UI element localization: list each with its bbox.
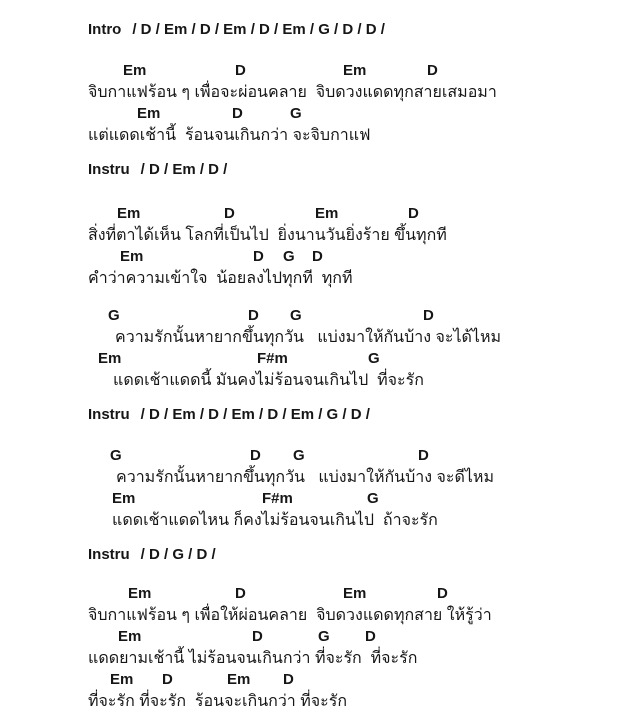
chord: D — [248, 307, 259, 324]
chord-progression: / D / Em / D / — [140, 161, 228, 178]
lyric-line: ที่จะรัก ที่จะรัก ร้อนจะเกินกว่า ที่จะรัก — [88, 692, 348, 710]
chord: G — [290, 307, 302, 324]
section-label: Instru — [88, 161, 130, 178]
section-heading-instru-2 — [88, 405, 620, 425]
chord: D — [232, 105, 243, 122]
chord: D — [162, 671, 173, 688]
chord: D — [252, 628, 263, 645]
chord: D — [427, 62, 438, 79]
chord: D — [235, 62, 246, 79]
chord-line — [88, 60, 620, 82]
chord: Em — [110, 671, 134, 688]
chord: G — [283, 248, 295, 265]
chord-line — [88, 669, 620, 691]
chord: D — [408, 205, 419, 222]
chord-line — [88, 305, 620, 327]
chord: Em — [112, 490, 136, 507]
chord-line — [88, 246, 620, 268]
stanza-outro — [88, 583, 620, 712]
chord: Em — [118, 628, 142, 645]
chord: G — [367, 490, 379, 507]
lyric-line: ความรักนั้นหายากขึ้นทุกวัน แบ่งมาให้กันบ้าง จะได้ไหม — [115, 328, 502, 346]
section-heading-instru-3 — [88, 545, 620, 565]
chord: Em — [128, 585, 152, 602]
lyric-line: จิบกาแฟร้อน ๆ เพื่อให้ผ่อนคลาย จิบดวงแดดทุกสาย ให้รู้ว่า — [88, 606, 492, 624]
chord: Em — [227, 671, 251, 688]
section-label: Instru — [88, 546, 130, 563]
lyric-line: จิบกาแฟร้อน ๆ เพื่อจะผ่อนคลาย จิบดวงแดดทุกสายเสมอมา — [88, 83, 497, 101]
chord: F#m — [257, 350, 288, 367]
lyric-line: แดดเช้าแดดไหน ก็คงไม่ร้อนจนเกินไป ถ้าจะรัก — [112, 511, 438, 529]
lyric-line: ความรักนั้นหายากขึ้นทุกวัน แบ่งมาให้กันบ้าง จะดีไหม — [116, 468, 495, 486]
chord: G — [108, 307, 120, 324]
chord: D — [423, 307, 434, 324]
section-label: Instru — [88, 406, 130, 423]
chord: G — [368, 350, 380, 367]
section-label: Intro — [88, 21, 122, 38]
chord: D — [437, 585, 448, 602]
chord: Em — [343, 585, 367, 602]
stanza-verse-1 — [88, 60, 620, 146]
chord: G — [318, 628, 330, 645]
chord: D — [253, 248, 264, 265]
lyric-line: คำว่าความเข้าใจ น้อยลงไปทุกที ทุกที — [88, 269, 353, 287]
chord: D — [283, 671, 294, 688]
stanza-verse-2 — [88, 203, 620, 289]
chord-line — [88, 348, 620, 370]
chord: Em — [98, 350, 122, 367]
chord-progression: / D / Em / D / Em / D / Em / G / D / D / — [132, 21, 385, 38]
chord: D — [418, 447, 429, 464]
chord-line — [88, 445, 620, 467]
chord: G — [290, 105, 302, 122]
chord-progression: / D / Em / D / Em / D / Em / G / D / — [140, 406, 370, 423]
chord-line — [88, 626, 620, 648]
chord: G — [293, 447, 305, 464]
chord-line — [88, 203, 620, 225]
lyric-line: แต่แดดเช้านี้ ร้อนจนเกินกว่า จะจิบกาแฟ — [88, 126, 371, 144]
chord: D — [224, 205, 235, 222]
stanza-chorus-1 — [88, 305, 620, 391]
chord: F#m — [262, 490, 293, 507]
chord: G — [110, 447, 122, 464]
section-heading-intro — [88, 20, 620, 40]
lyric-line: แดดยามเช้านี้ ไม่ร้อนจนเกินกว่า ที่จะรัก ที่จะรัก — [88, 649, 418, 667]
chord: Em — [120, 248, 144, 265]
lyric-line: สิ่งที่ตาได้เห็น โลกที่เป็นไป ยิ่งนานวันยิ่งร้าย ขึ้นทุกที — [88, 226, 447, 244]
chord: Em — [117, 205, 141, 222]
chord-line — [88, 488, 620, 510]
section-heading-instru-1 — [88, 160, 620, 180]
chord: D — [235, 585, 246, 602]
chord: D — [312, 248, 323, 265]
lyric-line: แดดเช้าแดดนี้ มันคงไม่ร้อนจนเกินไป ที่จะรัก — [113, 371, 424, 389]
chord: D — [250, 447, 261, 464]
chord: Em — [123, 62, 147, 79]
chord: D — [365, 628, 376, 645]
chord-line — [88, 103, 620, 125]
stanza-chorus-2 — [88, 445, 620, 531]
chord: Em — [315, 205, 339, 222]
chord-line — [88, 583, 620, 605]
chord: Em — [137, 105, 161, 122]
chord: Em — [343, 62, 367, 79]
chord-progression: / D / G / D / — [140, 546, 216, 563]
